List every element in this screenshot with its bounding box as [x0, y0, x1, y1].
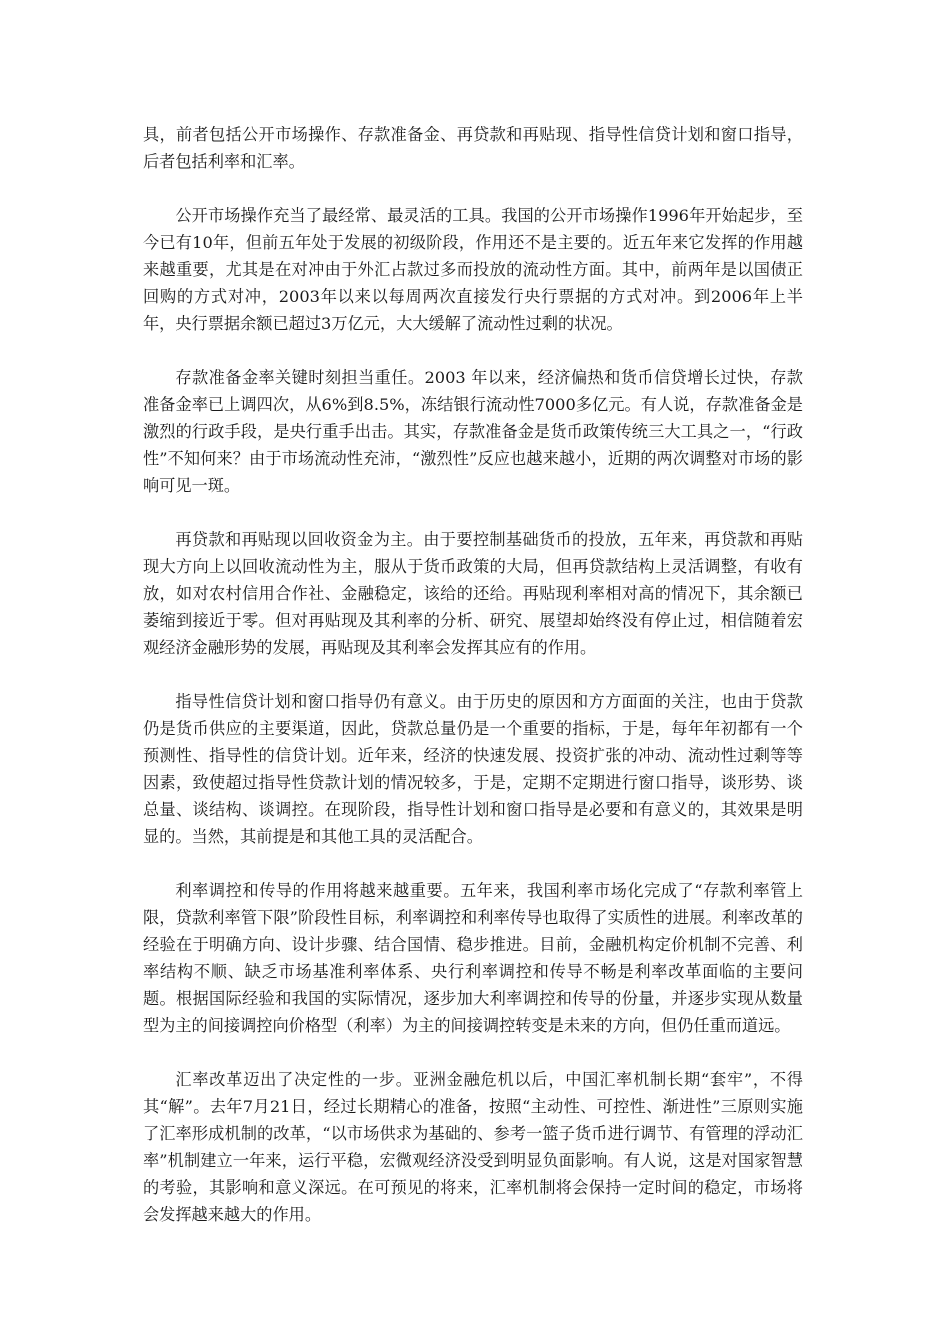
paragraph-open-market-operations: 公开市场操作充当了最经常、最灵活的工具。我国的公开市场操作1996年开始起步，至今已有10年，但前五年处于发展的初级阶段，作用还不是主要的。近五年来它发挥的作用越来越重要，尤其是在对冲由于外汇占款过多而投放的流动性方面。其中，前两年是以国债正回购的方式对冲，2003年以来以每周两次直接发行央行票据的方式对冲。到2006年上半年，央行票据余额已超过3万亿元，大大缓解了流动性过剩的状况。: [143, 206, 803, 333]
paragraph-relending-rediscount: 再贷款和再贴现以回收资金为主。由于要控制基础货币的投放，五年来，再贷款和再贴现大方向上以回收流动性为主，服从于货币政策的大局，但再贷款结构上灵活调整，有收有放，如对农村信用合作社、金融稳定，该给的还给。再贴现利率相对高的情况下，其余额已萎缩到接近于零。但对再贴现及其利率的分析、研究、展望却始终没有停止过，相信随着宏观经济金融形势的发展，再贴现及其利率会发挥其应有的作用。: [143, 530, 803, 657]
paragraph-interest-rate: 利率调控和传导的作用将越来越重要。五年来，我国利率市场化完成了“存款利率管上限，贷款利率管下限”阶段性目标，利率调控和利率传导也取得了实质性的进展。利率改革的经验在于明确方向、设计步骤、结合国情、稳步推进。目前，金融机构定价机制不完善、利率结构不顺、缺乏市场基准利率体系、央行利率调控和传导不畅是利率改革面临的主要问题。根据国际经验和我国的实际情况，逐步加大利率调控和传导的份量，并逐步实现从数量型为主的间接调控向价格型（利率）为主的间接调控转变是未来的方向，但仍任重而道远。: [143, 881, 803, 1035]
paragraph-reserve-requirement: 存款准备金率关键时刻担当重任。2003 年以来，经济偏热和货币信贷增长过快，存款准备金率已上调四次，从6%到8.5%，冻结银行流动性7000多亿元。有人说，存款准备金是激烈的行政手段，是央行重手出击。其实，存款准备金是货币政策传统三大工具之一，“行政性”不知何来？由于市场流动性充沛，“激烈性”反应也越来越小，近期的两次调整对市场的影响可见一斑。: [143, 368, 803, 495]
paragraph-tools-intro: 具，前者包括公开市场操作、存款准备金、再贷款和再贴现、指导性信贷计划和窗口指导，后者包括利率和汇率。: [143, 125, 803, 171]
paragraph-credit-guidance: 指导性信贷计划和窗口指导仍有意义。由于历史的原因和方方面面的关注，也由于贷款仍是货币供应的主要渠道，因此，贷款总量仍是一个重要的指标，于是，每年年初都有一个预测性、指导性的信贷计划。近年来，经济的快速发展、投资扩张的冲动、流动性过剩等等因素，致使超过指导性贷款计划的情况较多，于是，定期不定期进行窗口指导，谈形势、谈总量、谈结构、谈调控。在现阶段，指导性计划和窗口指导是必要和有意义的，其效果是明显的。当然，其前提是和其他工具的灵活配合。: [143, 692, 803, 846]
document-body: [143, 121, 803, 1255]
paragraph-exchange-rate: 汇率改革迈出了决定性的一步。亚洲金融危机以后，中国汇率机制长期“套牢”，不得其“解”。去年7月21日，经过长期精心的准备，按照“主动性、可控性、渐进性”三原则实施了汇率形成机制的改革，“以市场供求为基础的、参考一篮子货币进行调节、有管理的浮动汇率”机制建立一年来，运行平稳，宏微观经济没受到明显负面影响。有人说，这是对国家智慧的考验，其影响和意义深远。在可预见的将来，汇率机制将会保持一定时间的稳定，市场将会发挥越来越大的作用。: [143, 1070, 803, 1224]
